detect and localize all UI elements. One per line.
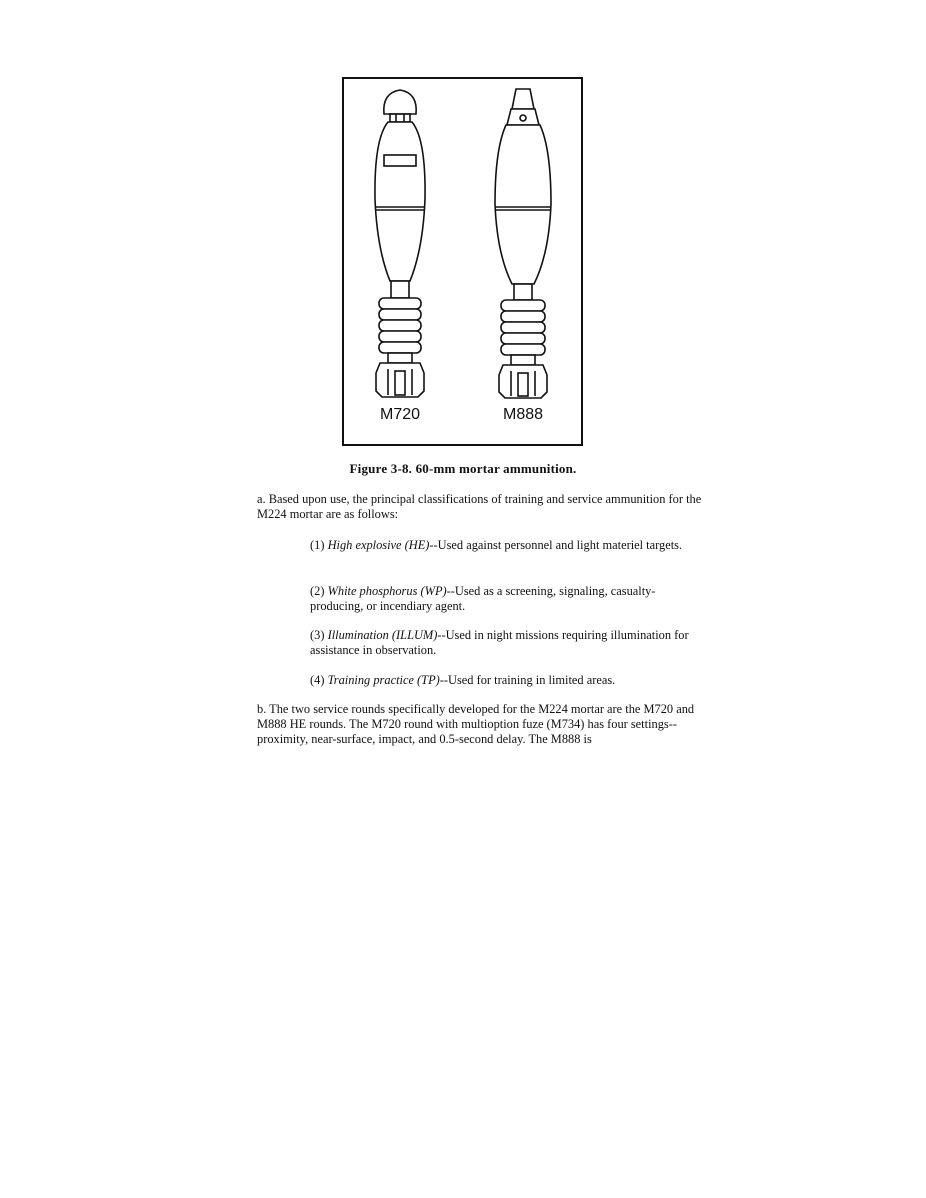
mortar-rounds-illustration xyxy=(344,79,585,448)
item-number: (1) xyxy=(310,538,325,552)
m888-label: M888 xyxy=(502,406,544,423)
item-description: --Used for training in limited areas. xyxy=(439,673,616,687)
item-number: (2) xyxy=(310,584,325,598)
item-number: (3) xyxy=(310,628,325,642)
classification-item xyxy=(310,584,700,614)
item-description: --Used as a screening, signaling, casualty-producing, or incendiary agent. xyxy=(310,584,656,613)
paragraph-b: b. The two service rounds specifically developed for the M224 mortar are the M720 and M888 HE rounds. The M720 round with multioption fuze (M734) has four settings--proximity, near-surface, impact, and 0.5-second delay. The M888 is xyxy=(257,702,695,746)
item-term: White phosphorus (WP) xyxy=(327,584,447,598)
m888-round-drawing xyxy=(495,89,551,398)
m720-label: M720 xyxy=(379,406,421,423)
item-description: --Used against personnel and light materiel targets. xyxy=(429,538,683,552)
classification-item xyxy=(310,538,700,553)
m720-round-drawing xyxy=(375,90,425,397)
figure-frame xyxy=(342,77,583,446)
classification-item xyxy=(310,673,700,688)
classification-item xyxy=(310,628,700,658)
item-term: Training practice (TP) xyxy=(327,673,440,687)
item-term: Illumination (ILLUM) xyxy=(327,628,438,642)
figure-caption: Figure 3-8. 60-mm mortar ammunition. xyxy=(349,461,577,476)
item-term: High explosive (HE) xyxy=(327,538,430,552)
paragraph-a: a. Based upon use, the principal classifications of training and service ammunition for the M224 mortar are as follows: xyxy=(257,492,702,521)
item-number: (4) xyxy=(310,673,325,687)
item-description: --Used in night missions requiring illumination for assistance in observation. xyxy=(310,628,689,657)
